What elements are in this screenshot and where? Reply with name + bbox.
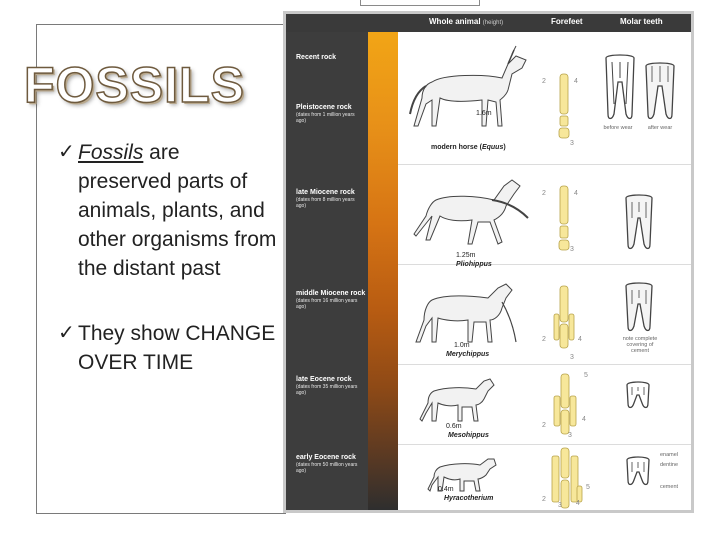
rock-label-late-miocene: late Miocene rock (dates from 8 million years ago) <box>296 189 355 209</box>
checkmark-icon: ✓ <box>58 322 75 344</box>
merychippus-illustration <box>406 270 526 350</box>
pliohippus-illustration <box>406 164 531 254</box>
mesohippus-label: Mesohippus <box>448 432 489 439</box>
slide-title: FOSSILS <box>24 57 245 113</box>
header-molar-teeth: Molar teeth <box>620 17 663 26</box>
pliohippus-label: Pliohippus <box>456 261 492 268</box>
toe-number: 3 <box>570 246 574 253</box>
toe-number: 3 <box>570 140 574 147</box>
slide-frame-top <box>360 0 480 6</box>
bullet-show-change <box>58 319 278 377</box>
tooth-note-before-wear: before wear <box>603 125 633 131</box>
toe-number: 3 <box>558 502 562 509</box>
header-forefeet: Forefeet <box>551 17 583 26</box>
toe-number: 4 <box>576 500 580 507</box>
fossils-term: Fossils <box>78 141 144 164</box>
rock-label-middle-miocene: middle Miocene rock (dates from 16 million years ago) <box>296 290 366 310</box>
tooth-note-enamel: enamel <box>660 452 679 458</box>
toe-number: 2 <box>542 336 546 343</box>
hyracotherium-label: Hyracotherium <box>444 495 494 502</box>
show-change-text: They show <box>78 322 186 345</box>
toe-number: 2 <box>542 78 546 85</box>
merychippus-height: 1.0m <box>454 342 470 349</box>
toe-number: 4 <box>574 190 578 197</box>
row-divider <box>398 264 691 265</box>
bullet-fossils-definition <box>58 138 278 283</box>
tooth-note-cement-label: cement <box>660 484 679 490</box>
checkmark-icon: ✓ <box>58 141 75 163</box>
toe-number: 3 <box>568 432 572 439</box>
equus-molar-teeth <box>602 52 682 124</box>
merychippus-molar-tooth <box>622 280 656 336</box>
toe-number: 4 <box>578 336 582 343</box>
merychippus-forefoot <box>550 284 578 354</box>
figure-header <box>286 14 691 32</box>
pliohippus-height: 1.25m <box>456 252 476 259</box>
header-whole-animal: Whole animal (height) <box>429 17 504 26</box>
fossils-definition-text: are preserved parts of animals, plants, and other organisms from the distant past <box>78 141 277 280</box>
equus-illustration <box>404 34 534 144</box>
equus-label: modern horse (Equus) <box>431 144 506 151</box>
toe-number: 3 <box>570 354 574 361</box>
equus-height: 1.6m <box>476 110 492 117</box>
pliohippus-forefoot <box>554 184 574 254</box>
toe-number: 5 <box>586 484 590 491</box>
change-over-time-text: CHANGE OVER TIME <box>78 322 276 374</box>
toe-number: 2 <box>542 190 546 197</box>
rock-label-early-eocene: early Eocene rock (dates from 50 million years ago) <box>296 454 358 474</box>
mesohippus-height: 0.6m <box>446 423 462 430</box>
hyracotherium-height: 0.4m <box>438 486 454 493</box>
merychippus-label: Merychippus <box>446 351 490 358</box>
toe-number: 4 <box>574 78 578 85</box>
bullet-list <box>58 138 278 377</box>
mesohippus-forefoot <box>548 372 582 438</box>
equus-forefoot <box>554 72 574 142</box>
tooth-note-after-wear: after wear <box>647 125 673 131</box>
mesohippus-illustration <box>416 369 506 429</box>
toe-number: 5 <box>584 372 588 379</box>
horse-evolution-figure <box>283 11 694 513</box>
toe-number: 2 <box>542 422 546 429</box>
row-divider <box>398 364 691 365</box>
rock-label-late-eocene: late Eocene rock (dates from 35 million years ago) <box>296 376 358 396</box>
hyracotherium-molar-tooth <box>624 454 652 490</box>
rock-label-pleistocene: Pleistocene rock (dates from 1 million years ago) <box>296 104 355 124</box>
tooth-note-dentine: dentine <box>660 462 679 468</box>
rock-label-recent: Recent rock <box>296 54 337 61</box>
toe-number: 4 <box>582 416 586 423</box>
tooth-note-cement: note complete covering of cement <box>622 336 658 354</box>
mesohippus-molar-tooth <box>624 379 652 413</box>
pliohippus-molar-tooth <box>622 192 656 254</box>
row-divider <box>398 444 691 445</box>
rock-strata-band <box>368 32 398 510</box>
toe-number: 2 <box>542 496 546 503</box>
